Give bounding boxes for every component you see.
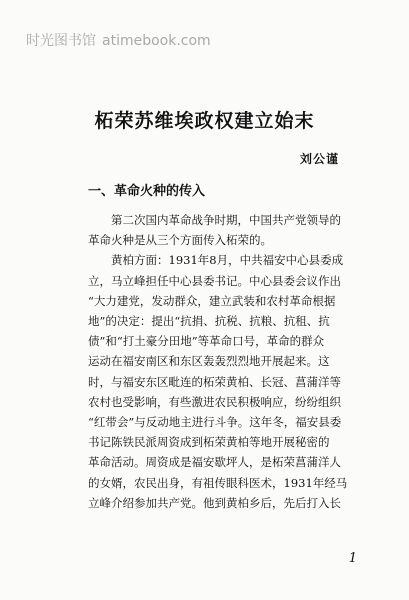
watermark-site-name: 时光图书馆 — [26, 33, 96, 49]
text-line: 债”和“打土豪分田地”等革命口号，革命的群众 — [88, 334, 325, 349]
text-line: 书记陈铁民派周资成到柘荣黄柏等地开展秘密的 — [88, 435, 330, 450]
page-number: 1 — [348, 551, 357, 566]
text-line: 农村也受影响，有些激进农民积极响应，纷纷组织 — [88, 394, 341, 409]
section-heading: 一、革命火种的传入 — [88, 184, 206, 199]
text-line: 立，马立峰担任中心县委书记。中心县委会议作出 — [88, 273, 341, 288]
text-line: 革命活动。周资成是福安歇坪人，是柘荣菖蒲洋人 — [88, 455, 341, 470]
text-line: 第二次国内革命战争时期，中国共产党领导的 — [88, 213, 341, 227]
text-line: 的女婿，农民出身，有祖传眼科医术，1931年经马 — [88, 475, 348, 490]
text-line: 立峰介绍参加共产党。他到黄柏乡后，先后打入长 — [88, 495, 341, 510]
watermark — [26, 30, 211, 50]
text-line: “大力建党，发动群众，建立武装和农村革命根据 — [88, 293, 336, 308]
body-text — [88, 210, 360, 513]
text-line: 时，与福安东区毗连的柘荣黄柏、长冠、菖蒲洋等 — [88, 374, 341, 389]
text-line: 地”的决定：提出“抗捐、抗税、抗粮、抗租、抗 — [88, 314, 330, 329]
author-name: 刘公谨 — [299, 152, 339, 166]
text-line: 运动在福安南区和东区轰轰烈烈地开展起来。这 — [88, 354, 330, 369]
text-line: 黄柏方面：1931年8月，中共福安中心县委成 — [88, 253, 344, 268]
text-line: “红带会”与反动地主进行斗争。这年冬，福安县委 — [88, 415, 342, 430]
page-title: 柘荣苏维埃政权建立始末 — [94, 110, 315, 132]
text-line: 革命火种是从三个方面传入柘荣的。 — [88, 233, 272, 248]
watermark-url: atimebook.com — [102, 33, 211, 49]
